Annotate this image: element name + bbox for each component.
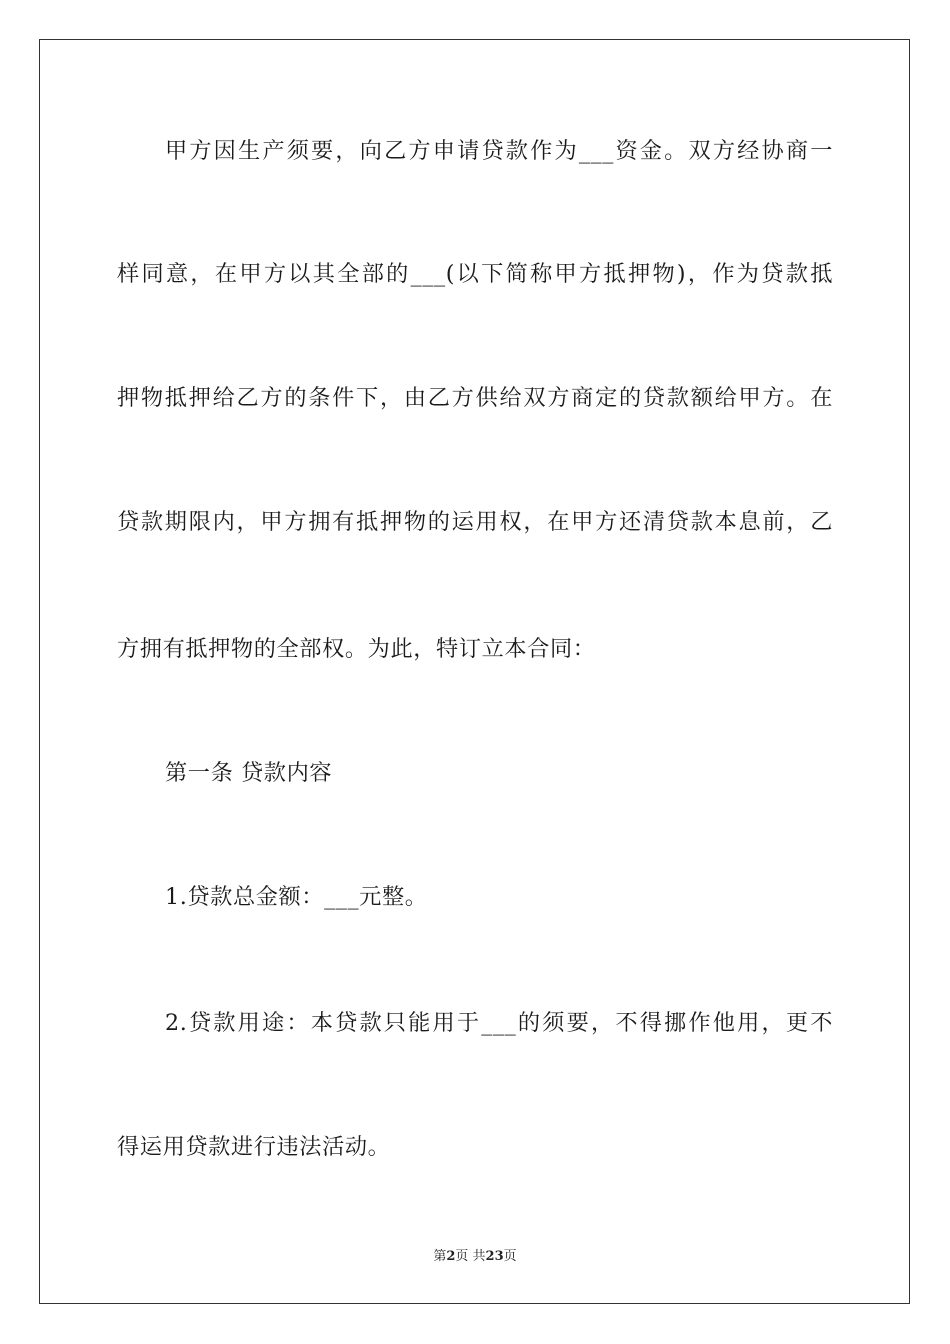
paragraph-line-2: 样同意，在甲方以其全部的___(以下简称甲方抵押物)，作为贷款抵: [117, 261, 833, 287]
section-heading: 第一条 贷款内容: [165, 760, 333, 786]
paragraph-line-5: 方拥有抵押物的全部权。为此，特订立本合同：: [117, 636, 596, 662]
page-border: [39, 39, 910, 1304]
paragraph-line-1: 甲方因生产须要，向乙方申请贷款作为___资金。双方经协商一: [165, 138, 833, 164]
list-item-2-line-1: 2.贷款用途：本贷款只能用于___的须要，不得挪作他用，更不: [165, 1010, 833, 1036]
page-footer: [0, 1248, 950, 1266]
footer-page-mid: 页 共: [455, 1249, 486, 1264]
footer-page-current: 2: [446, 1249, 456, 1264]
list-item-1: 1.贷款总金额：___元整。: [165, 884, 428, 910]
paragraph-line-3: 押物抵押给乙方的条件下，由乙方供给双方商定的贷款额给甲方。在: [117, 385, 833, 411]
list-item-2-line-2: 得运用贷款进行违法活动。: [117, 1134, 391, 1160]
footer-page-total: 23: [485, 1249, 504, 1264]
paragraph-line-4: 贷款期限内，甲方拥有抵押物的运用权，在甲方还清贷款本息前，乙: [117, 509, 833, 535]
footer-page-prefix: 第: [433, 1249, 447, 1264]
footer-page-suffix: 页: [503, 1249, 517, 1264]
